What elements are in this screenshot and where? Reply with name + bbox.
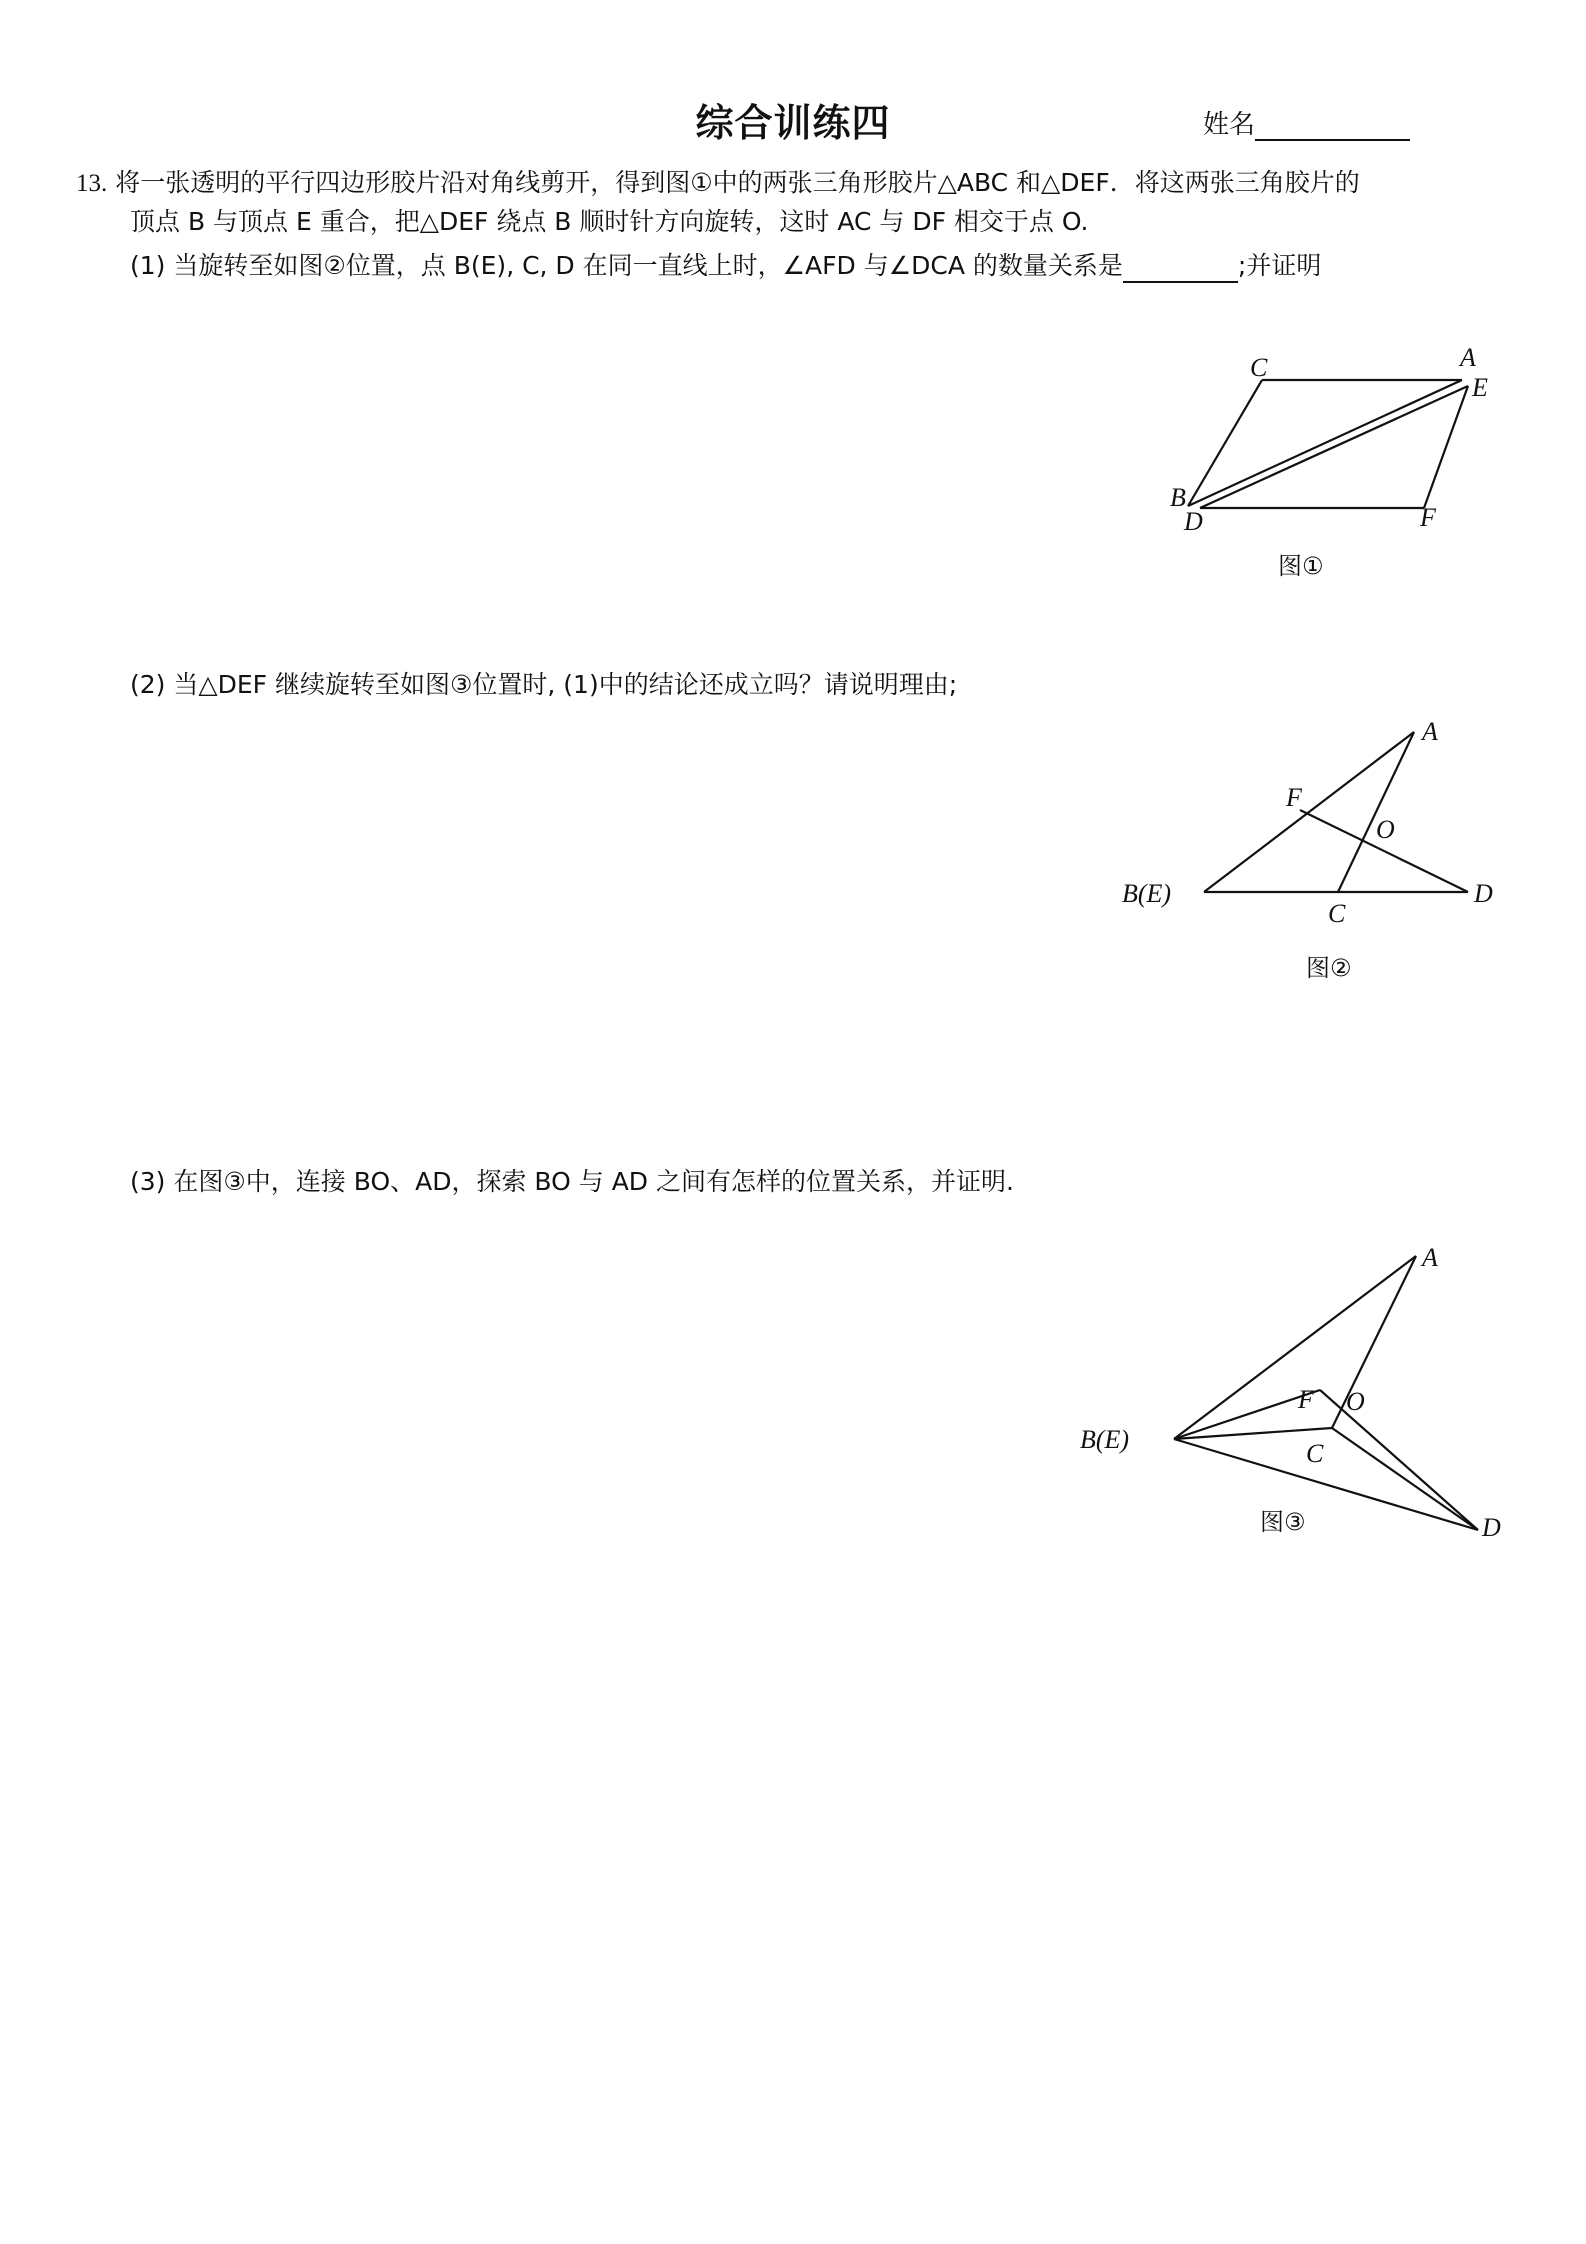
part1 — [130, 247, 1321, 283]
fig3-label-F: F — [1298, 1385, 1314, 1414]
part1-label: (1) — [130, 251, 166, 280]
figure-2 — [1120, 710, 1520, 990]
fig1-label-B: B — [1170, 483, 1186, 512]
fig1-seg-BA — [1188, 380, 1462, 506]
fig3-seg-BA — [1174, 1256, 1416, 1439]
fig3-seg-FD — [1320, 1390, 1478, 1530]
fig2-label-F: F — [1286, 783, 1302, 812]
part3-text: 在图③中，连接 BO、AD，探索 BO 与 AD 之间有怎样的位置关系，并证明. — [173, 1167, 1014, 1196]
fig2-label-BE: B(E) — [1122, 879, 1172, 908]
fig2-label-A: A — [1422, 717, 1438, 746]
part3 — [130, 1165, 1014, 1199]
fig3-seg-CD — [1332, 1428, 1478, 1530]
fig1-seg-CB — [1188, 380, 1262, 506]
fig2-label-C: C — [1328, 899, 1346, 928]
fig1-caption: 图① — [1278, 552, 1324, 580]
name-label: 姓名 — [1203, 110, 1256, 140]
fig1-label-A: A — [1460, 343, 1476, 372]
fig1-label-D: D — [1184, 507, 1203, 536]
fig1-label-E: E — [1472, 373, 1488, 402]
part2-text: 当△DEF 继续旋转至如图③位置时, (1)中的结论还成立吗？请说明理由; — [173, 670, 958, 699]
fig1-label-C: C — [1250, 353, 1268, 382]
fig3-label-O: O — [1346, 1387, 1365, 1416]
question-number: 13. — [76, 170, 108, 197]
fig2-seg-BA — [1204, 732, 1414, 892]
fig3-seg-BD — [1174, 1439, 1478, 1530]
name-blank[interactable] — [1255, 109, 1410, 141]
fig3-label-C: C — [1306, 1439, 1324, 1468]
question-stem-line2: 顶点 B 与顶点 E 重合，把△DEF 绕点 B 顺时针方向旋转，这时 AC 与 DF 相交于点 O. — [130, 207, 1089, 236]
fig2-seg-AC — [1338, 732, 1414, 892]
fig3-caption: 图③ — [1260, 1508, 1306, 1536]
fig2-label-O: O — [1376, 815, 1395, 844]
part3-label: (3) — [130, 1167, 166, 1196]
part1-answer-blank[interactable] — [1123, 247, 1238, 283]
fig3-seg-AC — [1332, 1256, 1416, 1428]
page-title: 综合训练四 — [695, 101, 891, 145]
fig3-seg-BC — [1174, 1428, 1332, 1439]
question-stem-line1 — [76, 166, 1360, 201]
fig3-label-D: D — [1482, 1513, 1501, 1542]
fig3-label-A: A — [1422, 1243, 1438, 1272]
fig2-caption: 图② — [1306, 954, 1352, 982]
figure-1 — [1170, 340, 1540, 600]
part2 — [130, 668, 957, 702]
part1-text: 当旋转至如图②位置，点 B(E), C, D 在同一直线上时，∠AFD 与∠DCA 的数量关系是 — [173, 251, 1123, 280]
part2-label: (2) — [130, 670, 166, 699]
figure-3 — [1080, 1230, 1520, 1560]
name-field — [1203, 104, 1410, 141]
fig2-label-D: D — [1474, 879, 1493, 908]
fig1-seg-DE — [1200, 386, 1468, 508]
fig3-label-BE: B(E) — [1080, 1425, 1130, 1454]
fig1-seg-EF — [1424, 386, 1468, 508]
part1-suffix: ;并证明 — [1237, 251, 1322, 280]
stem-text-1: 将一张透明的平行四边形胶片沿对角线剪开，得到图①中的两张三角形胶片△ABC 和△DEF．将这两张三角胶片的 — [115, 168, 1360, 197]
fig1-label-F: F — [1420, 503, 1436, 532]
